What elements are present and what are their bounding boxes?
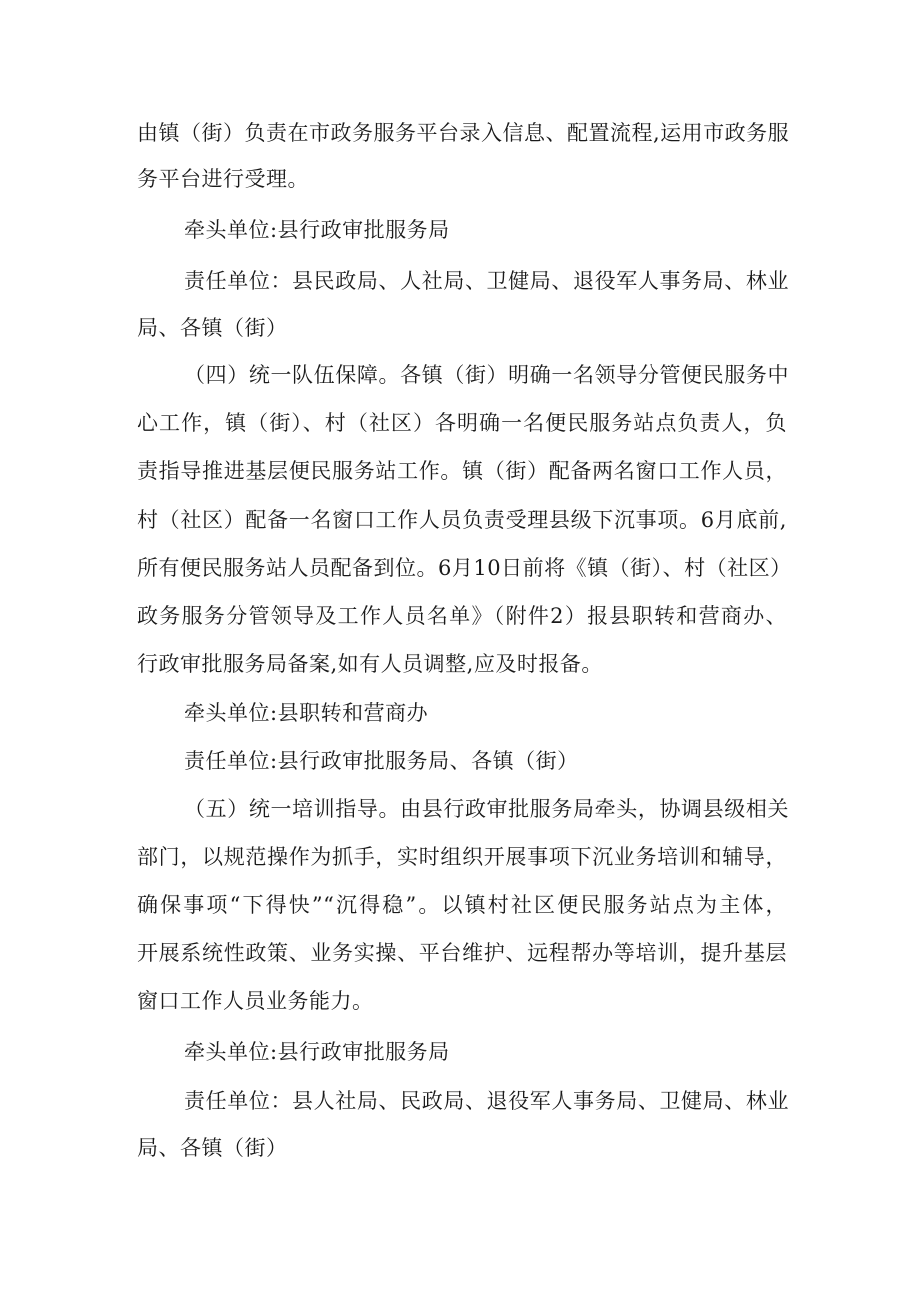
section-heading-line: （四）统一队伍保障。各镇（街）明确一名领导分管便民服务中 — [184, 363, 789, 387]
paragraph-line: 窗口工作人员业务能力。 — [137, 989, 374, 1013]
paragraph-line: 责指导推进基层便民服务站工作。镇（街）配备两名窗口工作人员， — [137, 459, 787, 483]
lead-unit-line: 牵头单位:县行政审批服务局 — [184, 218, 450, 242]
paragraph-line: 确保事项“下得快”“沉得稳”。以镇村社区便民服务站点为主体， — [137, 893, 787, 917]
paragraph-line: 心工作，镇（街）、村（社区）各明确一名便民服务站点负责人，负 — [137, 411, 787, 435]
paragraph-line: 局、各镇（街） — [137, 316, 288, 340]
lead-unit-line: 牵头单位:县行政审批服务局 — [184, 1040, 450, 1064]
paragraph-line: 局、各镇（街） — [137, 1136, 288, 1160]
section-heading-line: （五）统一培训指导。由县行政审批服务局牵头，协调县级相关 — [184, 797, 789, 821]
responsible-unit-line: 责任单位:县行政审批服务局、各镇（街） — [184, 749, 579, 773]
paragraph-line: 行政审批服务局备案,如有人员调整,应及时报备。 — [137, 652, 603, 676]
responsible-unit-line: 责任单位：县民政局、人社局、卫健局、退役军人事务局、林业 — [184, 269, 789, 293]
paragraph-line: 开展系统性政策、业务实操、平台维护、远程帮办等培训，提升基层 — [137, 941, 787, 965]
paragraph-line: 政务服务分管领导及工作人员名单》（附件2）报县职转和营商办、 — [137, 604, 787, 628]
paragraph-line: 务平台进行受理。 — [137, 167, 309, 191]
paragraph-line: 部门，以规范操作为抓手，实时组织开展事项下沉业务培训和辅导， — [137, 845, 787, 869]
lead-unit-line: 牵头单位:县职转和营商办 — [184, 701, 429, 725]
responsible-unit-line: 责任单位：县人社局、民政局、退役军人事务局、卫健局、林业 — [184, 1089, 789, 1113]
paragraph-line: 由镇（街）负责在市政务服务平台录入信息、配置流程,运用市政务服 — [137, 121, 790, 145]
paragraph-line: 村（社区）配备一名窗口工作人员负责受理县级下沉事项。6月底前, — [137, 508, 787, 532]
paragraph-line: 所有便民服务站人员配备到位。6月10日前将《镇（街）、村（社区） — [137, 556, 792, 580]
